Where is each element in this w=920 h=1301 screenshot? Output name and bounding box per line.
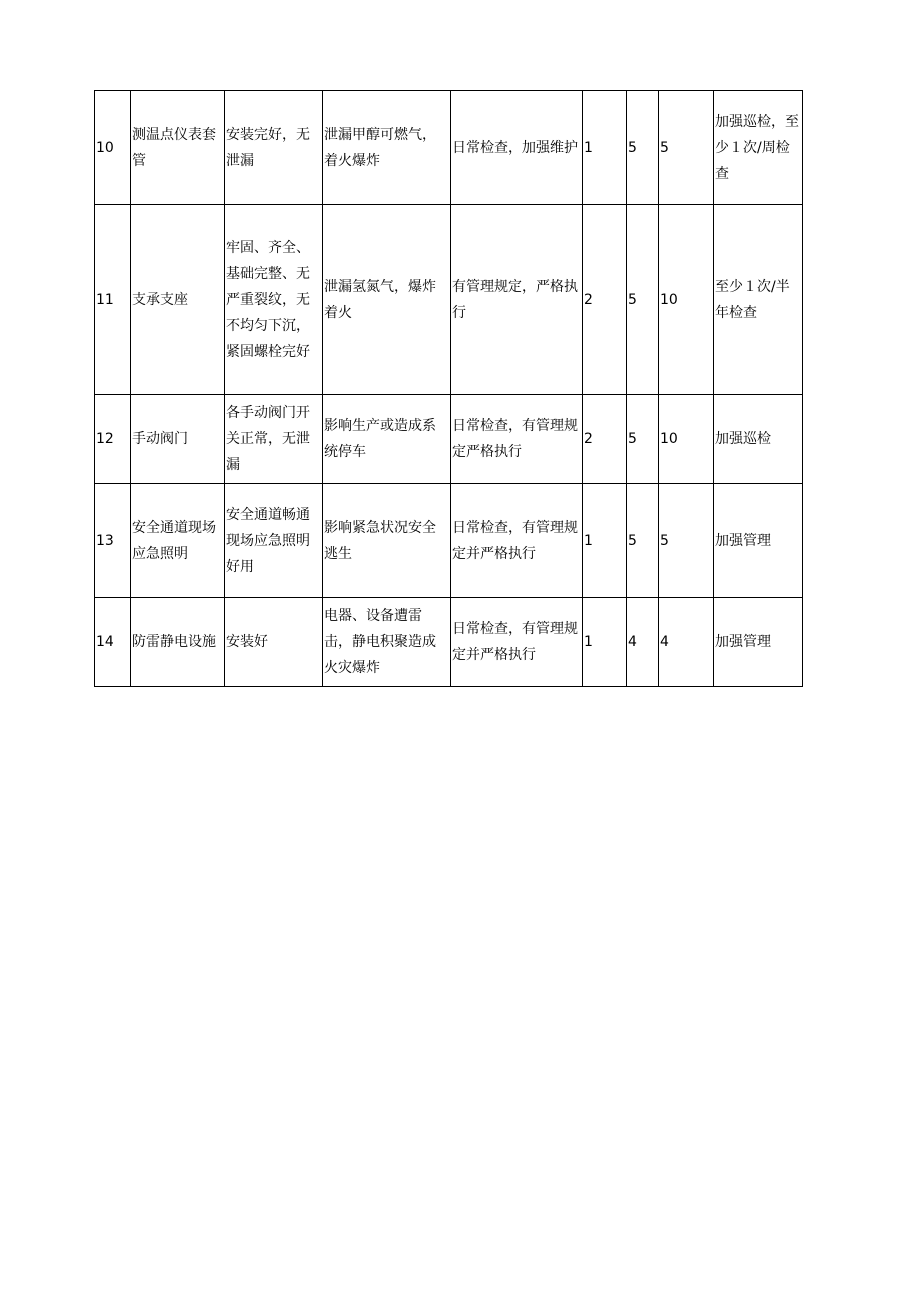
row-number: 12 — [95, 395, 131, 484]
suggested-measure: 加强巡检 — [714, 395, 803, 484]
severity-value: 5 — [627, 205, 659, 395]
inspection-item: 防雷静电设施 — [131, 598, 225, 687]
deviation-consequence: 影响紧急状况安全逃生 — [323, 484, 451, 598]
inspection-standard: 安装完好，无泄漏 — [225, 91, 323, 205]
likelihood-value: 2 — [583, 395, 627, 484]
table-row — [95, 91, 803, 205]
existing-measure: 日常检查，有管理规定并严格执行 — [451, 484, 583, 598]
risk-value: 10 — [659, 395, 714, 484]
row-number: 14 — [95, 598, 131, 687]
row-number: 11 — [95, 205, 131, 395]
risk-value: 5 — [659, 91, 714, 205]
row-number: 10 — [95, 91, 131, 205]
existing-measure: 日常检查，有管理规定并严格执行 — [451, 598, 583, 687]
inspection-standard: 安装好 — [225, 598, 323, 687]
risk-value: 4 — [659, 598, 714, 687]
deviation-consequence: 泄漏甲醇可燃气，着火爆炸 — [323, 91, 451, 205]
inspection-standard: 安全通道畅通现场应急照明好用 — [225, 484, 323, 598]
suggested-measure: 加强管理 — [714, 598, 803, 687]
inspection-standard: 各手动阀门开关正常，无泄漏 — [225, 395, 323, 484]
existing-measure: 日常检查，加强维护 — [451, 91, 583, 205]
table-row — [95, 484, 803, 598]
inspection-item: 支承支座 — [131, 205, 225, 395]
severity-value: 4 — [627, 598, 659, 687]
risk-assessment-table — [94, 90, 803, 687]
existing-measure: 日常检查，有管理规定严格执行 — [451, 395, 583, 484]
table-row — [95, 395, 803, 484]
suggested-measure: 加强巡检，至少１次/周检查 — [714, 91, 803, 205]
suggested-measure: 加强管理 — [714, 484, 803, 598]
table-row — [95, 598, 803, 687]
severity-value: 5 — [627, 91, 659, 205]
row-number: 13 — [95, 484, 131, 598]
likelihood-value: 2 — [583, 205, 627, 395]
deviation-consequence: 影响生产或造成系统停车 — [323, 395, 451, 484]
suggested-measure: 至少１次/半年检查 — [714, 205, 803, 395]
table-row — [95, 205, 803, 395]
existing-measure: 有管理规定，严格执行 — [451, 205, 583, 395]
deviation-consequence: 电器、设备遭雷击，静电积聚造成火灾爆炸 — [323, 598, 451, 687]
likelihood-value: 1 — [583, 484, 627, 598]
inspection-item: 测温点仪表套管 — [131, 91, 225, 205]
likelihood-value: 1 — [583, 91, 627, 205]
inspection-item: 手动阀门 — [131, 395, 225, 484]
risk-value: 10 — [659, 205, 714, 395]
inspection-item: 安全通道现场应急照明 — [131, 484, 225, 598]
likelihood-value: 1 — [583, 598, 627, 687]
inspection-standard: 牢固、齐全、基础完整、无严重裂纹，无不均匀下沉，紧固螺栓完好 — [225, 205, 323, 395]
severity-value: 5 — [627, 484, 659, 598]
severity-value: 5 — [627, 395, 659, 484]
risk-value: 5 — [659, 484, 714, 598]
deviation-consequence: 泄漏氢氮气，爆炸着火 — [323, 205, 451, 395]
